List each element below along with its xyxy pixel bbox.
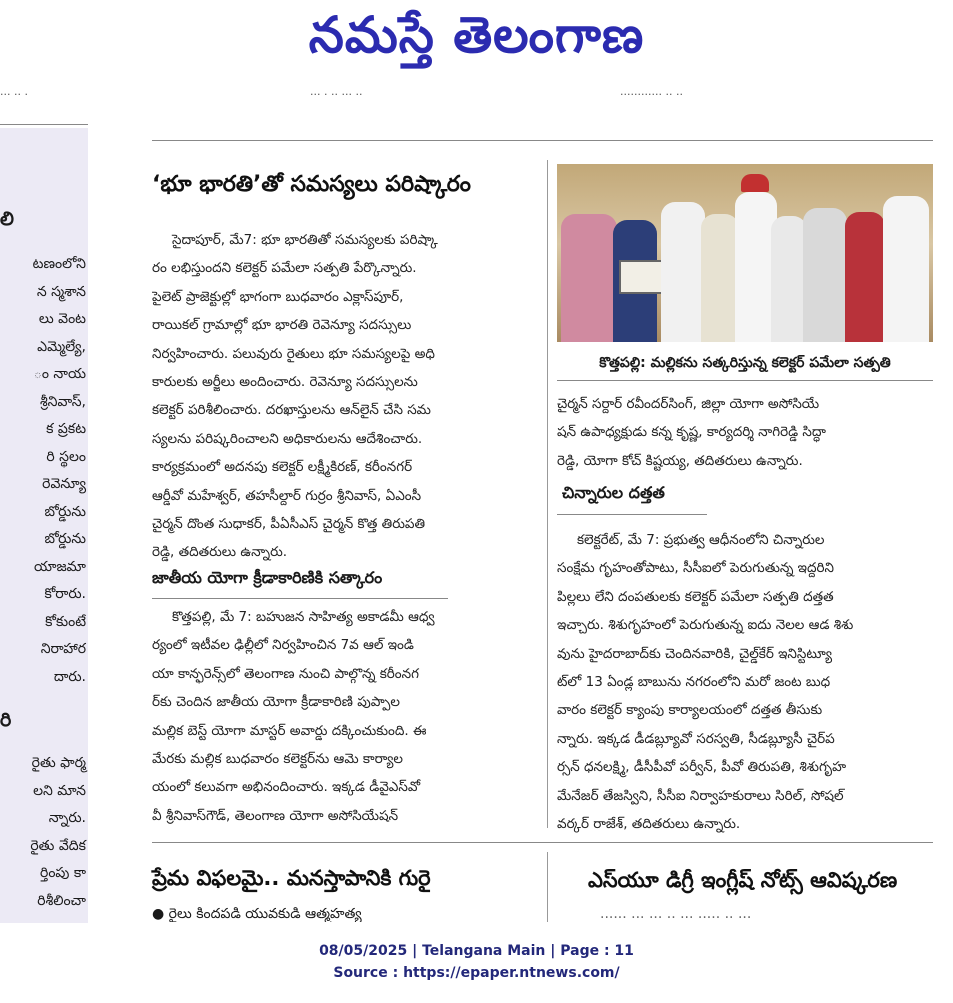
text-line: ఎమ్మెల్యే, xyxy=(37,338,86,355)
text-line: వర్కర్ రాజేశ్, తదితరులు ఉన్నారు. xyxy=(557,816,741,833)
text-line: కార్యక్రమంలో అదనపు కలెక్టర్ లక్ష్మీకిరణ్, కరీంనగర్ xyxy=(152,459,413,476)
person-figure xyxy=(845,212,885,342)
text-line: సైదాపూర్, మే7: భూ భారతితో సమస్యలకు పరిష్కా xyxy=(172,232,438,248)
person-figure xyxy=(561,214,617,342)
text-line: రెవెన్యూ xyxy=(42,476,86,492)
text-line: దారు. xyxy=(53,668,86,685)
text-line: ర్‌కు చెందిన జాతీయ యోగా క్రీడాకారిణి పుప్పాల xyxy=(152,694,400,711)
award-plaque xyxy=(619,260,667,294)
text-line: బోర్డును xyxy=(44,503,86,520)
article-headline: జాతీయ యోగా క్రీడాకారిణికి సత్కారం xyxy=(152,568,383,587)
text-line: వును హైదరాబాద్‌కు చెందినవారికి, చైల్డ్‌కేర్ ఇనిస్టిట్యూ xyxy=(557,645,832,662)
bullet-text: రైలు కింద‌పడి యువకుడి ఆత్మహత్య xyxy=(168,906,362,922)
text-line: శ్రీనివాస్, xyxy=(39,393,86,410)
text-line: రి స్థలం xyxy=(46,448,86,465)
text-line: సంక్షేమ గృహంతోపాటు, సీసీఐలో పెరుగుతున్న ఇద్దరిని xyxy=(557,560,834,577)
article-headline: చిన్నారుల దత్తత xyxy=(562,483,665,502)
text-line: ర్తింపు కా xyxy=(40,865,86,881)
text-line: కొత్తపల్లి, మే 7: బహుజన సాహిత్య అకాడమీ ఆధ్వ xyxy=(172,609,435,625)
text-line: వీ శ్రీనివాస్‌గౌడ్, తెలంగాణ యోగా అసోసియేషన్ xyxy=(152,807,399,824)
text-line: ఇచ్చారు. శిశుగృహంలో పెరుగుతున్న ఐదు నెలల ఆడ శిశు xyxy=(557,617,854,634)
text-line: కోకుంటే xyxy=(45,613,86,630)
divider xyxy=(0,124,88,125)
text-line: కలెక్టరేట్, మే 7: ప్రభుత్వ ఆధీనంలోని చిన్నారుల xyxy=(577,532,825,548)
text-line: ఆర్డీవో మహేశ్వర్, తహసీల్దార్ గుర్రం శ్రీనివాస్, ఏఎంసీ xyxy=(152,487,422,504)
article-snippet: ······ ··· ··· ·· ··· ····· ·· ··· xyxy=(600,910,752,922)
footer-date-line: 08/05/2025 | Telangana Main | Page : 11 xyxy=(319,943,634,959)
person-figure xyxy=(771,216,807,342)
text-line: మల్లిక బెస్ట్ యోగా మాస్టర్ అవార్డు దక్కించుకుంది. ఈ xyxy=(152,722,427,739)
article-bullet: ● రైలు కింద‌పడి యువకుడి ఆత్మహత్య xyxy=(152,906,362,922)
text-line: పిల్లలు లేని దంపతులకు కలెక్టర్ పమేలా సత్పతి దత్తత xyxy=(557,588,834,605)
text-line: యాజమా xyxy=(33,558,86,575)
column-divider xyxy=(547,160,548,828)
text-line: రైతు ఫార్మ xyxy=(31,755,86,771)
text-line: న స్మశాన xyxy=(36,283,86,300)
top-strip-left: ··· ·· · xyxy=(0,88,28,101)
text-line: రైతు వేదిక xyxy=(30,837,86,854)
text-line: నిరాహార xyxy=(40,641,86,657)
person-figure xyxy=(701,214,739,342)
article-body xyxy=(152,603,537,830)
divider xyxy=(152,140,933,141)
turban xyxy=(741,174,769,192)
text-line: క ప్రకట xyxy=(46,421,86,437)
text-line: టణంలోని xyxy=(32,256,86,272)
text-line: యంలో కలువగా అభినందించారు. ఇక్కడ డీవైఎస్‌వో xyxy=(152,779,421,796)
news-photo xyxy=(557,164,933,342)
article-body xyxy=(557,526,933,838)
photo-caption: కొత్తపల్లి: మల్లికను సత్కరిస్తున్న కలెక్టర్ పమేలా సత్పతి xyxy=(557,346,933,381)
text-line: న్నారు. xyxy=(48,810,86,826)
left-column xyxy=(0,128,88,923)
divider xyxy=(557,514,707,515)
text-line: ట్‌లో 13 ఏండ్ల బాబును నగరంలోని మరో జంట బుధ xyxy=(557,674,831,691)
text-line: ం నాయ xyxy=(33,366,86,382)
top-strip-right: ············ ·· ·· xyxy=(620,88,683,101)
footer-source-line: Source : https://epaper.ntnews.com/ xyxy=(333,965,620,981)
article-body xyxy=(557,390,933,475)
text-line: రెడ్డి, తదితరులు ఉన్నారు. xyxy=(152,544,288,561)
text-line: కారులకు అర్జీలు అందించారు. రెవెన్యూ సదస్సులను xyxy=(152,374,418,391)
text-line: వారం కలెక్టర్ క్యాంపు కార్యాలయంలో దత్తత తీసుకు xyxy=(557,702,823,719)
article-body xyxy=(152,226,537,567)
text-line: షన్ ఉపాధ్యక్షుడు కన్న కృష్ణ, కార్యదర్శి నాగిరెడ్డి సిద్ధా xyxy=(557,424,826,441)
text-line: రెడ్డి, యోగా కోచ్ కిష్టయ్య, తదితరులు ఉన్నారు. xyxy=(557,452,803,469)
article-headline: ఎస్‌యూ డిగ్రీ ఇంగ్లీష్ నోట్స్ ఆవిష్కరణ xyxy=(588,868,898,892)
text-line: చైర్మన్ సర్దార్ రవీందర్‌సింగ్, జిల్లా యోగా అసోసియే xyxy=(557,396,820,412)
article-headline: ప్రేమ విఫలమై.. మనస్తాపానికి గురై xyxy=(152,866,431,890)
text-line: ర్యంలో ఇటీవల ఢిల్లీలో నిర్వహించిన 7వ ఆల్ ఇండి xyxy=(152,637,414,654)
text-line: కోరారు. xyxy=(44,586,86,602)
text-line: రం లభిస్తుందని కలెక్టర్ పమేలా సత్పతి పేర్కొన్నారు. xyxy=(152,260,417,277)
text-line: నిర్వహించారు. పలువురు రైతులు భూ సమస్యలపై అధి xyxy=(152,345,435,362)
divider xyxy=(152,598,448,599)
text-line: యా కాన్ఫరెన్స్‌లో తెలంగాణ నుంచి పాల్గొన్న కరీంనగ xyxy=(152,665,419,682)
text-line: న్నారు. ఇక్కడ డీడబ్ల్యూవో సరస్వతి, సీడబ్ల్యూసీ చైర్‌ప xyxy=(557,730,835,747)
masthead xyxy=(0,0,953,80)
text-line: స్యలను పరిష్కరించాలని అధికారులను ఆదేశించారు. xyxy=(152,430,423,447)
article-headline: ‘భూ భారతి’తో సమస్యలు పరిష్కారం xyxy=(152,172,471,197)
person-figure xyxy=(661,202,705,342)
text-line: మేరకు మల్లిక బుధవారం కలెక్టర్‌ను ఆమె కార్యాల xyxy=(152,751,403,768)
text-line: ర్సన్ ధనలక్ష్మి, డీసీపీవో పర్వీన్, పీవో తిరుపతి, శిశుగృహ xyxy=(557,759,847,776)
newspaper-logo: నమస్తే తెలంగాణ xyxy=(308,6,645,64)
text-line: బోర్డును xyxy=(44,531,86,547)
left-column-text xyxy=(0,251,88,691)
person-figure xyxy=(803,208,847,342)
text-line: చైర్మన్ దొంత సుధాకర్, పీఏసీఎస్ చైర్మన్ కొత్త తిరుపతి xyxy=(152,516,426,533)
column-divider xyxy=(547,852,548,922)
page-footer xyxy=(0,940,953,984)
divider xyxy=(152,842,933,843)
text-line: లని మాన xyxy=(33,782,86,799)
text-line: రిశీలించా xyxy=(37,892,86,909)
text-line: మేనేజర్ తేజస్విని, సీసీఐ నిర్వాహకురాలు సిరిల్, సోషల్ xyxy=(557,787,844,804)
left-column-heading: లి xyxy=(0,208,14,230)
top-strip-center: ··· · ·· ··· ·· xyxy=(310,88,363,101)
left-column-heading: రి xyxy=(0,709,12,731)
text-line: రాయికల్ గ్రామాల్లో భూ భారతి రెవెన్యూ సదస్సులు xyxy=(152,317,412,334)
text-line: పైలెట్ ప్రాజెక్టుల్లో భాగంగా బుధవారం ఎక్లాస్‌పూర్, xyxy=(152,288,404,305)
text-line: లు వెంట xyxy=(38,311,86,327)
person-figure xyxy=(883,196,929,342)
left-column-text xyxy=(0,750,88,915)
text-line: కలెక్టర్ పరిశీలించారు. దరఖాస్తులను ఆన్‌లైన్ చేసి సమ xyxy=(152,402,431,419)
